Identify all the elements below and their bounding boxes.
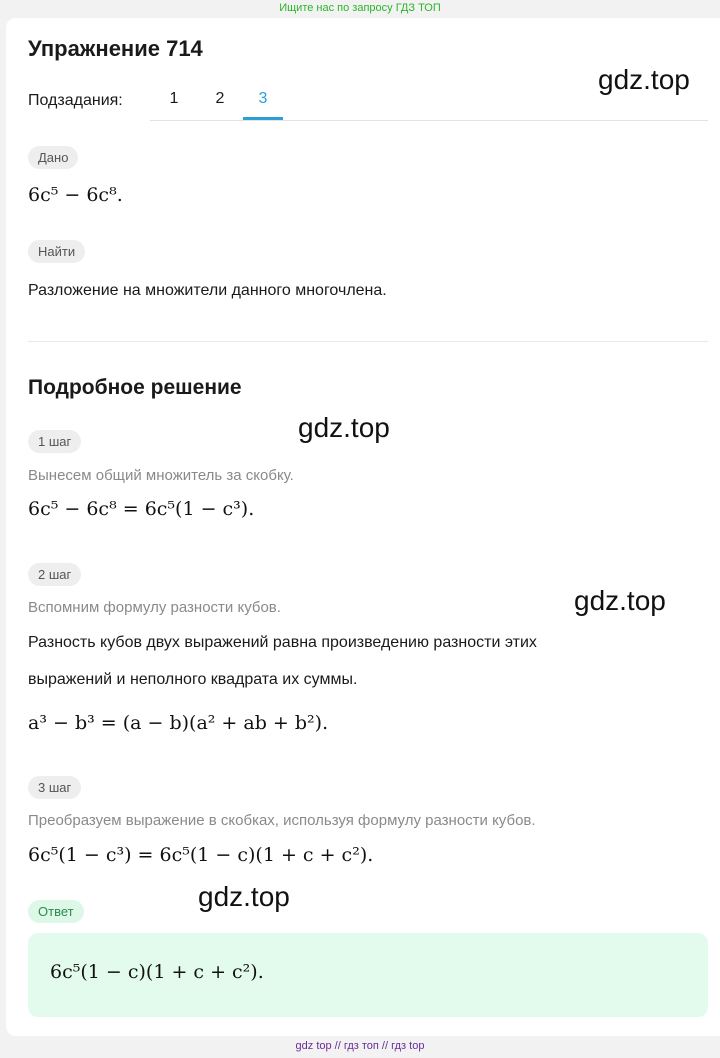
- given-badge: Дано: [28, 146, 78, 169]
- step-1-hint: Вынесем общий множитель за скобку.: [28, 467, 294, 484]
- active-tab-indicator: [243, 117, 283, 120]
- step-1-badge: 1 шаг: [28, 430, 81, 453]
- watermark: gdz.top: [598, 64, 690, 95]
- step-1-expression: 6c⁵ − 6c⁸ = 6c⁵(1 − c³).: [28, 498, 255, 520]
- find-text: Разложение на множители данного многочлена.: [28, 282, 387, 299]
- answer-badge: Ответ: [28, 900, 84, 923]
- tab-subtask-1[interactable]: 1: [169, 90, 179, 107]
- step-3-hint: Преобразуем выражение в скобках, используя формулу разности кубов.: [28, 812, 536, 829]
- step-3-expression: 6c⁵(1 − c³) = 6c⁵(1 − c)(1 + c + c²).: [28, 844, 374, 866]
- step-2-expression: a³ − b³ = (a − b)(a² + ab + b²).: [28, 712, 329, 734]
- solution-heading: Подробное решение: [28, 376, 242, 399]
- watermark: gdz.top: [298, 412, 390, 443]
- tab-subtask-3[interactable]: 3: [258, 90, 268, 107]
- step-3-badge: 3 шаг: [28, 776, 81, 799]
- answer-expression: 6c⁵(1 − c)(1 + c + c²).: [50, 961, 264, 983]
- exercise-card: [6, 18, 720, 1036]
- step-2-badge: 2 шаг: [28, 563, 81, 586]
- step-2-hint: Вспомним формулу разности кубов.: [28, 599, 281, 616]
- step-2-text-line-1: Разность кубов двух выражений равна произведению разности этих: [28, 634, 537, 651]
- subtasks-label: Подзадания:: [28, 92, 123, 109]
- subtasks-tabs: [150, 82, 708, 121]
- find-badge: Найти: [28, 240, 85, 263]
- section-divider: [28, 341, 708, 342]
- given-expression: 6c⁵ − 6c⁸.: [28, 184, 123, 206]
- watermark: gdz.top: [574, 585, 666, 616]
- promo-banner[interactable]: Ищите нас по запросу ГДЗ ТОП: [279, 2, 441, 14]
- step-2-text-line-2: выражений и неполного квадрата их суммы.: [28, 671, 358, 688]
- watermark: gdz.top: [198, 881, 290, 912]
- answer-box: [28, 933, 708, 1017]
- tab-subtask-2[interactable]: 2: [215, 90, 225, 107]
- footer-links[interactable]: gdz top // гдз топ // гдз top: [295, 1040, 425, 1052]
- page-title: Упражнение 714: [28, 36, 203, 61]
